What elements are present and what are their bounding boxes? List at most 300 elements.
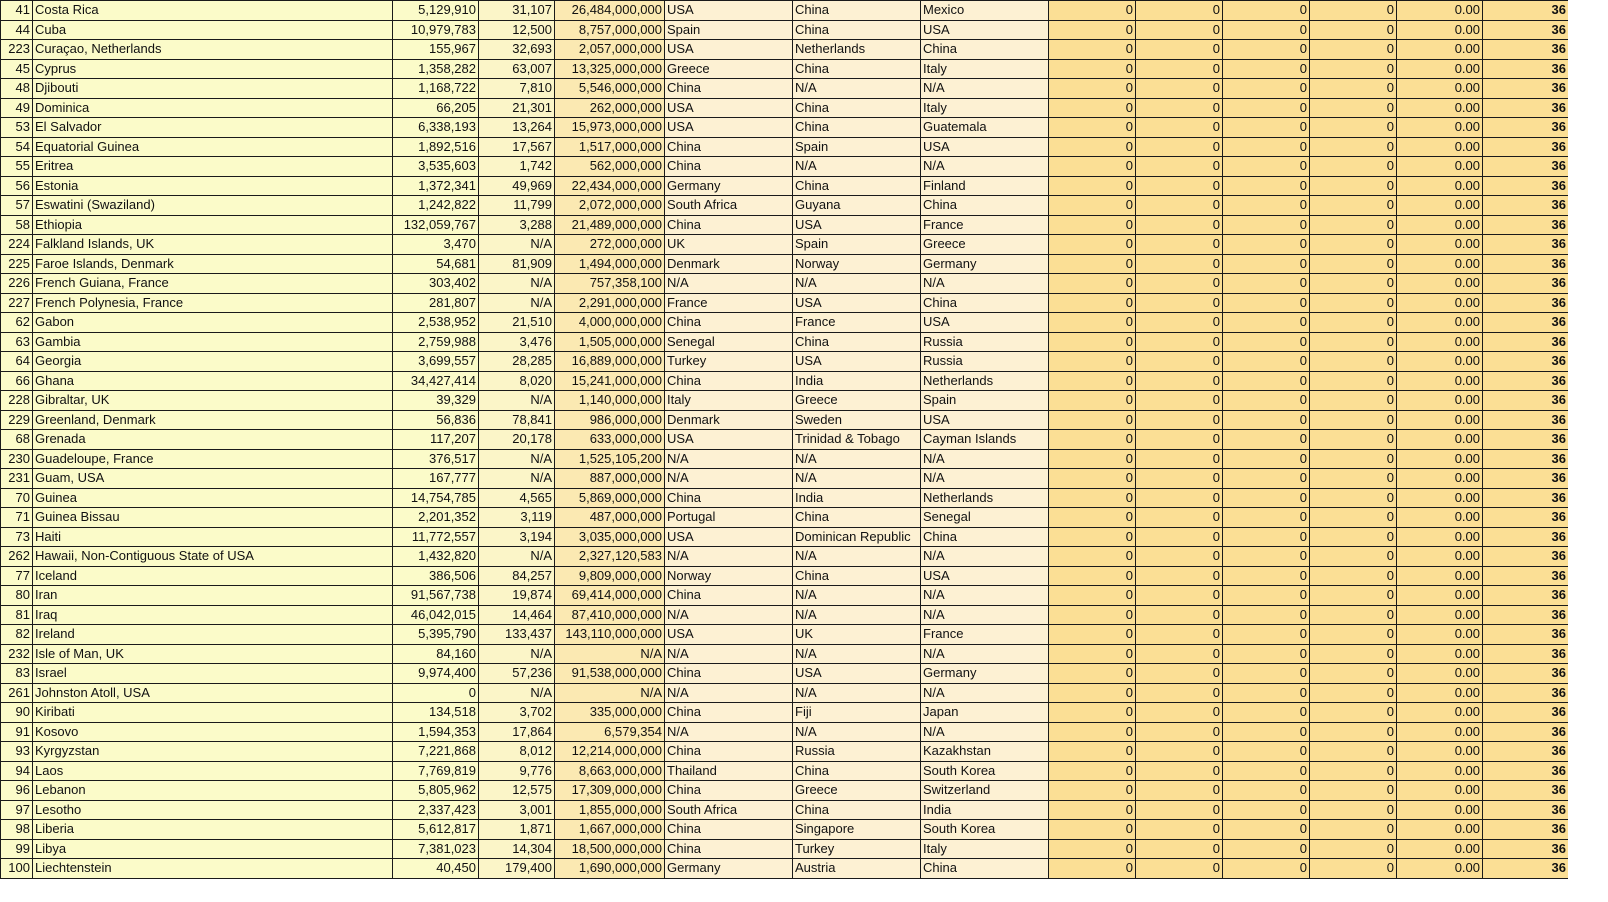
cell-country[interactable]: Ireland <box>33 625 393 645</box>
cell-partner-2[interactable]: Greece <box>793 781 921 801</box>
cell-gdp-per-capita[interactable]: N/A <box>479 547 555 567</box>
cell-partner-1[interactable]: Spain <box>665 20 793 40</box>
cell-value-c[interactable]: 0 <box>1223 235 1310 255</box>
cell-row-id[interactable]: 96 <box>1 781 33 801</box>
cell-gdp-per-capita[interactable]: 8,020 <box>479 371 555 391</box>
cell-partner-2[interactable]: China <box>793 59 921 79</box>
cell-value-c[interactable]: 0 <box>1223 137 1310 157</box>
cell-score[interactable]: 0.00 <box>1397 176 1483 196</box>
cell-gdp-per-capita[interactable]: 3,119 <box>479 508 555 528</box>
cell-value-a[interactable]: 0 <box>1049 332 1136 352</box>
cell-rank[interactable]: 36 <box>1483 235 1569 255</box>
cell-exports[interactable]: 26,484,000,000 <box>555 1 665 21</box>
cell-row-id[interactable]: 82 <box>1 625 33 645</box>
cell-value-d[interactable]: 0 <box>1310 547 1397 567</box>
cell-population[interactable]: 54,681 <box>393 254 479 274</box>
cell-value-a[interactable]: 0 <box>1049 742 1136 762</box>
cell-gdp-per-capita[interactable]: 31,107 <box>479 1 555 21</box>
cell-value-d[interactable]: 0 <box>1310 313 1397 333</box>
cell-country[interactable]: Faroe Islands, Denmark <box>33 254 393 274</box>
cell-population[interactable]: 5,129,910 <box>393 1 479 21</box>
cell-country[interactable]: Falkland Islands, UK <box>33 235 393 255</box>
cell-value-c[interactable]: 0 <box>1223 625 1310 645</box>
cell-value-a[interactable]: 0 <box>1049 40 1136 60</box>
cell-gdp-per-capita[interactable]: N/A <box>479 235 555 255</box>
cell-value-b[interactable]: 0 <box>1136 59 1223 79</box>
cell-country[interactable]: Grenada <box>33 430 393 450</box>
cell-row-id[interactable]: 62 <box>1 313 33 333</box>
cell-value-b[interactable]: 0 <box>1136 722 1223 742</box>
cell-population[interactable]: 117,207 <box>393 430 479 450</box>
cell-exports[interactable]: 887,000,000 <box>555 469 665 489</box>
cell-rank[interactable]: 36 <box>1483 254 1569 274</box>
cell-country[interactable]: Iran <box>33 586 393 606</box>
cell-row-id[interactable]: 226 <box>1 274 33 294</box>
cell-value-a[interactable]: 0 <box>1049 761 1136 781</box>
cell-exports[interactable]: N/A <box>555 683 665 703</box>
cell-exports[interactable]: 1,505,000,000 <box>555 332 665 352</box>
cell-partner-1[interactable]: China <box>665 488 793 508</box>
cell-row-id[interactable]: 54 <box>1 137 33 157</box>
cell-exports[interactable]: 16,889,000,000 <box>555 352 665 372</box>
cell-partner-1[interactable]: N/A <box>665 274 793 294</box>
cell-partner-3[interactable]: USA <box>921 313 1049 333</box>
cell-value-d[interactable]: 0 <box>1310 410 1397 430</box>
cell-value-c[interactable]: 0 <box>1223 274 1310 294</box>
cell-row-id[interactable]: 80 <box>1 586 33 606</box>
cell-row-id[interactable]: 77 <box>1 566 33 586</box>
cell-row-id[interactable]: 225 <box>1 254 33 274</box>
cell-exports[interactable]: 8,663,000,000 <box>555 761 665 781</box>
cell-value-d[interactable]: 0 <box>1310 293 1397 313</box>
cell-partner-3[interactable]: Japan <box>921 703 1049 723</box>
cell-value-d[interactable]: 0 <box>1310 274 1397 294</box>
cell-value-c[interactable]: 0 <box>1223 20 1310 40</box>
cell-value-d[interactable]: 0 <box>1310 781 1397 801</box>
cell-score[interactable]: 0.00 <box>1397 293 1483 313</box>
cell-row-id[interactable]: 94 <box>1 761 33 781</box>
cell-partner-3[interactable]: France <box>921 625 1049 645</box>
cell-gdp-per-capita[interactable]: 28,285 <box>479 352 555 372</box>
cell-score[interactable]: 0.00 <box>1397 761 1483 781</box>
cell-country[interactable]: French Guiana, France <box>33 274 393 294</box>
cell-gdp-per-capita[interactable]: 57,236 <box>479 664 555 684</box>
cell-population[interactable]: 66,205 <box>393 98 479 118</box>
cell-partner-2[interactable]: N/A <box>793 683 921 703</box>
cell-row-id[interactable]: 57 <box>1 196 33 216</box>
cell-country[interactable]: Costa Rica <box>33 1 393 21</box>
cell-gdp-per-capita[interactable]: 21,301 <box>479 98 555 118</box>
cell-value-c[interactable]: 0 <box>1223 410 1310 430</box>
cell-value-a[interactable]: 0 <box>1049 1 1136 21</box>
cell-country[interactable]: Iceland <box>33 566 393 586</box>
cell-exports[interactable]: 6,579,354 <box>555 722 665 742</box>
cell-gdp-per-capita[interactable]: 7,810 <box>479 79 555 99</box>
cell-score[interactable]: 0.00 <box>1397 215 1483 235</box>
cell-value-c[interactable]: 0 <box>1223 761 1310 781</box>
cell-population[interactable]: 6,338,193 <box>393 118 479 138</box>
cell-gdp-per-capita[interactable]: 133,437 <box>479 625 555 645</box>
cell-rank[interactable]: 36 <box>1483 430 1569 450</box>
cell-partner-2[interactable]: N/A <box>793 157 921 177</box>
cell-rank[interactable]: 36 <box>1483 196 1569 216</box>
cell-country[interactable]: Lebanon <box>33 781 393 801</box>
cell-gdp-per-capita[interactable]: N/A <box>479 683 555 703</box>
cell-partner-1[interactable]: China <box>665 781 793 801</box>
cell-exports[interactable]: 22,434,000,000 <box>555 176 665 196</box>
cell-rank[interactable]: 36 <box>1483 742 1569 762</box>
cell-value-d[interactable]: 0 <box>1310 527 1397 547</box>
cell-value-c[interactable]: 0 <box>1223 313 1310 333</box>
cell-score[interactable]: 0.00 <box>1397 196 1483 216</box>
cell-value-d[interactable]: 0 <box>1310 839 1397 859</box>
cell-row-id[interactable]: 63 <box>1 332 33 352</box>
cell-value-c[interactable]: 0 <box>1223 839 1310 859</box>
cell-score[interactable]: 0.00 <box>1397 352 1483 372</box>
cell-partner-2[interactable]: Norway <box>793 254 921 274</box>
cell-row-id[interactable]: 49 <box>1 98 33 118</box>
cell-partner-3[interactable]: N/A <box>921 469 1049 489</box>
cell-row-id[interactable]: 230 <box>1 449 33 469</box>
cell-value-a[interactable]: 0 <box>1049 274 1136 294</box>
cell-partner-2[interactable]: USA <box>793 664 921 684</box>
cell-partner-3[interactable]: USA <box>921 137 1049 157</box>
cell-value-c[interactable]: 0 <box>1223 79 1310 99</box>
cell-rank[interactable]: 36 <box>1483 59 1569 79</box>
cell-value-d[interactable]: 0 <box>1310 469 1397 489</box>
cell-value-a[interactable]: 0 <box>1049 352 1136 372</box>
cell-partner-3[interactable]: Cayman Islands <box>921 430 1049 450</box>
cell-rank[interactable]: 36 <box>1483 20 1569 40</box>
cell-value-d[interactable]: 0 <box>1310 625 1397 645</box>
cell-rank[interactable]: 36 <box>1483 332 1569 352</box>
cell-score[interactable]: 0.00 <box>1397 566 1483 586</box>
cell-score[interactable]: 0.00 <box>1397 449 1483 469</box>
cell-row-id[interactable]: 229 <box>1 410 33 430</box>
cell-population[interactable]: 386,506 <box>393 566 479 586</box>
cell-rank[interactable]: 36 <box>1483 137 1569 157</box>
cell-value-c[interactable]: 0 <box>1223 40 1310 60</box>
cell-value-a[interactable]: 0 <box>1049 215 1136 235</box>
cell-partner-2[interactable]: China <box>793 566 921 586</box>
cell-partner-1[interactable]: China <box>665 664 793 684</box>
cell-score[interactable]: 0.00 <box>1397 235 1483 255</box>
cell-partner-3[interactable]: N/A <box>921 79 1049 99</box>
cell-value-d[interactable]: 0 <box>1310 586 1397 606</box>
cell-rank[interactable]: 36 <box>1483 371 1569 391</box>
cell-exports[interactable]: 1,855,000,000 <box>555 800 665 820</box>
cell-partner-2[interactable]: China <box>793 332 921 352</box>
cell-country[interactable]: Ghana <box>33 371 393 391</box>
cell-value-d[interactable]: 0 <box>1310 352 1397 372</box>
cell-population[interactable]: 3,470 <box>393 235 479 255</box>
cell-exports[interactable]: 262,000,000 <box>555 98 665 118</box>
cell-partner-1[interactable]: Greece <box>665 59 793 79</box>
cell-partner-3[interactable]: France <box>921 215 1049 235</box>
cell-score[interactable]: 0.00 <box>1397 40 1483 60</box>
cell-country[interactable]: Gambia <box>33 332 393 352</box>
cell-partner-1[interactable]: USA <box>665 430 793 450</box>
cell-value-b[interactable]: 0 <box>1136 527 1223 547</box>
cell-value-a[interactable]: 0 <box>1049 254 1136 274</box>
cell-partner-1[interactable]: Portugal <box>665 508 793 528</box>
cell-exports[interactable]: 5,869,000,000 <box>555 488 665 508</box>
cell-rank[interactable]: 36 <box>1483 488 1569 508</box>
cell-value-c[interactable]: 0 <box>1223 59 1310 79</box>
cell-population[interactable]: 46,042,015 <box>393 605 479 625</box>
cell-partner-2[interactable]: Singapore <box>793 820 921 840</box>
cell-partner-2[interactable]: N/A <box>793 449 921 469</box>
cell-population[interactable]: 7,769,819 <box>393 761 479 781</box>
cell-row-id[interactable]: 45 <box>1 59 33 79</box>
cell-partner-3[interactable]: China <box>921 196 1049 216</box>
cell-value-a[interactable]: 0 <box>1049 625 1136 645</box>
cell-partner-1[interactable]: China <box>665 137 793 157</box>
cell-value-c[interactable]: 0 <box>1223 293 1310 313</box>
cell-exports[interactable]: 1,517,000,000 <box>555 137 665 157</box>
cell-row-id[interactable]: 90 <box>1 703 33 723</box>
cell-score[interactable]: 0.00 <box>1397 430 1483 450</box>
cell-partner-2[interactable]: China <box>793 800 921 820</box>
cell-partner-3[interactable]: Germany <box>921 254 1049 274</box>
cell-rank[interactable]: 36 <box>1483 859 1569 879</box>
cell-partner-1[interactable]: China <box>665 839 793 859</box>
cell-gdp-per-capita[interactable]: 78,841 <box>479 410 555 430</box>
cell-rank[interactable]: 36 <box>1483 79 1569 99</box>
cell-gdp-per-capita[interactable]: 14,464 <box>479 605 555 625</box>
cell-country[interactable]: Haiti <box>33 527 393 547</box>
cell-rank[interactable]: 36 <box>1483 313 1569 333</box>
cell-value-b[interactable]: 0 <box>1136 196 1223 216</box>
cell-value-b[interactable]: 0 <box>1136 430 1223 450</box>
cell-population[interactable]: 1,168,722 <box>393 79 479 99</box>
cell-score[interactable]: 0.00 <box>1397 79 1483 99</box>
cell-partner-2[interactable]: Fiji <box>793 703 921 723</box>
cell-value-d[interactable]: 0 <box>1310 215 1397 235</box>
cell-value-a[interactable]: 0 <box>1049 430 1136 450</box>
cell-population[interactable]: 2,337,423 <box>393 800 479 820</box>
cell-partner-2[interactable]: Trinidad & Tobago <box>793 430 921 450</box>
cell-population[interactable]: 56,836 <box>393 410 479 430</box>
cell-row-id[interactable]: 98 <box>1 820 33 840</box>
cell-gdp-per-capita[interactable]: 63,007 <box>479 59 555 79</box>
cell-value-c[interactable]: 0 <box>1223 371 1310 391</box>
cell-row-id[interactable]: 81 <box>1 605 33 625</box>
cell-gdp-per-capita[interactable]: 20,178 <box>479 430 555 450</box>
cell-row-id[interactable]: 231 <box>1 469 33 489</box>
cell-score[interactable]: 0.00 <box>1397 625 1483 645</box>
cell-value-a[interactable]: 0 <box>1049 371 1136 391</box>
cell-rank[interactable]: 36 <box>1483 781 1569 801</box>
cell-score[interactable]: 0.00 <box>1397 586 1483 606</box>
cell-partner-1[interactable]: Senegal <box>665 332 793 352</box>
cell-rank[interactable]: 36 <box>1483 683 1569 703</box>
cell-row-id[interactable]: 227 <box>1 293 33 313</box>
cell-country[interactable]: Liechtenstein <box>33 859 393 879</box>
cell-country[interactable]: Gabon <box>33 313 393 333</box>
cell-value-d[interactable]: 0 <box>1310 235 1397 255</box>
cell-partner-1[interactable]: China <box>665 742 793 762</box>
cell-value-c[interactable]: 0 <box>1223 254 1310 274</box>
cell-gdp-per-capita[interactable]: 1,871 <box>479 820 555 840</box>
cell-country[interactable]: Ethiopia <box>33 215 393 235</box>
cell-row-id[interactable]: 100 <box>1 859 33 879</box>
cell-exports[interactable]: 1,140,000,000 <box>555 391 665 411</box>
cell-value-b[interactable]: 0 <box>1136 859 1223 879</box>
cell-rank[interactable]: 36 <box>1483 469 1569 489</box>
cell-score[interactable]: 0.00 <box>1397 781 1483 801</box>
cell-value-b[interactable]: 0 <box>1136 703 1223 723</box>
cell-population[interactable]: 167,777 <box>393 469 479 489</box>
cell-value-d[interactable]: 0 <box>1310 157 1397 177</box>
cell-partner-1[interactable]: Turkey <box>665 352 793 372</box>
cell-rank[interactable]: 36 <box>1483 527 1569 547</box>
cell-score[interactable]: 0.00 <box>1397 859 1483 879</box>
cell-partner-1[interactable]: N/A <box>665 449 793 469</box>
cell-row-id[interactable]: 41 <box>1 1 33 21</box>
cell-population[interactable]: 3,535,603 <box>393 157 479 177</box>
cell-value-a[interactable]: 0 <box>1049 508 1136 528</box>
cell-partner-3[interactable]: Italy <box>921 839 1049 859</box>
cell-partner-1[interactable]: Norway <box>665 566 793 586</box>
cell-value-a[interactable]: 0 <box>1049 859 1136 879</box>
cell-partner-1[interactable]: China <box>665 586 793 606</box>
cell-exports[interactable]: 562,000,000 <box>555 157 665 177</box>
cell-value-b[interactable]: 0 <box>1136 20 1223 40</box>
cell-partner-2[interactable]: India <box>793 488 921 508</box>
cell-partner-1[interactable]: Denmark <box>665 254 793 274</box>
cell-value-b[interactable]: 0 <box>1136 469 1223 489</box>
cell-rank[interactable]: 36 <box>1483 176 1569 196</box>
cell-value-b[interactable]: 0 <box>1136 176 1223 196</box>
cell-row-id[interactable]: 261 <box>1 683 33 703</box>
cell-rank[interactable]: 36 <box>1483 449 1569 469</box>
cell-partner-1[interactable]: Germany <box>665 859 793 879</box>
cell-exports[interactable]: 335,000,000 <box>555 703 665 723</box>
cell-value-b[interactable]: 0 <box>1136 761 1223 781</box>
cell-partner-1[interactable]: USA <box>665 1 793 21</box>
cell-value-a[interactable]: 0 <box>1049 547 1136 567</box>
cell-score[interactable]: 0.00 <box>1397 332 1483 352</box>
cell-exports[interactable]: 143,110,000,000 <box>555 625 665 645</box>
cell-partner-2[interactable]: N/A <box>793 722 921 742</box>
cell-rank[interactable]: 36 <box>1483 293 1569 313</box>
cell-exports[interactable]: 272,000,000 <box>555 235 665 255</box>
cell-gdp-per-capita[interactable]: 84,257 <box>479 566 555 586</box>
cell-value-d[interactable]: 0 <box>1310 566 1397 586</box>
cell-value-b[interactable]: 0 <box>1136 449 1223 469</box>
cell-partner-1[interactable]: Thailand <box>665 761 793 781</box>
cell-gdp-per-capita[interactable]: 9,776 <box>479 761 555 781</box>
cell-partner-1[interactable]: South Africa <box>665 196 793 216</box>
cell-value-c[interactable]: 0 <box>1223 157 1310 177</box>
cell-population[interactable]: 281,807 <box>393 293 479 313</box>
cell-partner-1[interactable]: UK <box>665 235 793 255</box>
cell-country[interactable]: Isle of Man, UK <box>33 644 393 664</box>
cell-partner-3[interactable]: China <box>921 293 1049 313</box>
cell-value-a[interactable]: 0 <box>1049 683 1136 703</box>
cell-row-id[interactable]: 68 <box>1 430 33 450</box>
cell-country[interactable]: Hawaii, Non-Contiguous State of USA <box>33 547 393 567</box>
cell-gdp-per-capita[interactable]: N/A <box>479 469 555 489</box>
cell-exports[interactable]: 2,327,120,583 <box>555 547 665 567</box>
cell-exports[interactable]: 15,241,000,000 <box>555 371 665 391</box>
cell-value-a[interactable]: 0 <box>1049 469 1136 489</box>
cell-rank[interactable]: 36 <box>1483 839 1569 859</box>
cell-value-a[interactable]: 0 <box>1049 235 1136 255</box>
cell-value-c[interactable]: 0 <box>1223 391 1310 411</box>
cell-rank[interactable]: 36 <box>1483 40 1569 60</box>
cell-population[interactable]: 84,160 <box>393 644 479 664</box>
cell-partner-2[interactable]: Turkey <box>793 839 921 859</box>
cell-population[interactable]: 5,805,962 <box>393 781 479 801</box>
cell-exports[interactable]: 1,667,000,000 <box>555 820 665 840</box>
cell-rank[interactable]: 36 <box>1483 410 1569 430</box>
cell-value-a[interactable]: 0 <box>1049 196 1136 216</box>
cell-exports[interactable]: 13,325,000,000 <box>555 59 665 79</box>
cell-value-c[interactable]: 0 <box>1223 703 1310 723</box>
cell-population[interactable]: 9,974,400 <box>393 664 479 684</box>
cell-value-b[interactable]: 0 <box>1136 547 1223 567</box>
cell-gdp-per-capita[interactable]: 49,969 <box>479 176 555 196</box>
cell-rank[interactable]: 36 <box>1483 625 1569 645</box>
cell-partner-2[interactable]: Sweden <box>793 410 921 430</box>
cell-country[interactable]: Guadeloupe, France <box>33 449 393 469</box>
cell-value-c[interactable]: 0 <box>1223 566 1310 586</box>
cell-rank[interactable]: 36 <box>1483 800 1569 820</box>
cell-value-b[interactable]: 0 <box>1136 137 1223 157</box>
cell-partner-3[interactable]: Italy <box>921 98 1049 118</box>
cell-partner-3[interactable]: Germany <box>921 664 1049 684</box>
cell-partner-1[interactable]: Italy <box>665 391 793 411</box>
cell-value-a[interactable]: 0 <box>1049 449 1136 469</box>
cell-gdp-per-capita[interactable]: 12,500 <box>479 20 555 40</box>
cell-gdp-per-capita[interactable]: 11,799 <box>479 196 555 216</box>
cell-population[interactable]: 5,612,817 <box>393 820 479 840</box>
cell-partner-1[interactable]: USA <box>665 40 793 60</box>
cell-partner-3[interactable]: China <box>921 859 1049 879</box>
cell-score[interactable]: 0.00 <box>1397 371 1483 391</box>
cell-value-b[interactable]: 0 <box>1136 293 1223 313</box>
cell-partner-2[interactable]: China <box>793 98 921 118</box>
cell-value-c[interactable]: 0 <box>1223 469 1310 489</box>
cell-partner-3[interactable]: Netherlands <box>921 371 1049 391</box>
cell-row-id[interactable]: 224 <box>1 235 33 255</box>
cell-population[interactable]: 1,358,282 <box>393 59 479 79</box>
cell-partner-2[interactable]: USA <box>793 352 921 372</box>
cell-score[interactable]: 0.00 <box>1397 820 1483 840</box>
cell-value-c[interactable]: 0 <box>1223 859 1310 879</box>
cell-score[interactable]: 0.00 <box>1397 547 1483 567</box>
cell-gdp-per-capita[interactable]: 81,909 <box>479 254 555 274</box>
cell-row-id[interactable]: 66 <box>1 371 33 391</box>
cell-value-b[interactable]: 0 <box>1136 820 1223 840</box>
cell-row-id[interactable]: 70 <box>1 488 33 508</box>
cell-score[interactable]: 0.00 <box>1397 59 1483 79</box>
cell-value-b[interactable]: 0 <box>1136 254 1223 274</box>
cell-partner-2[interactable]: Guyana <box>793 196 921 216</box>
cell-value-a[interactable]: 0 <box>1049 137 1136 157</box>
cell-population[interactable]: 2,201,352 <box>393 508 479 528</box>
cell-partner-2[interactable]: China <box>793 761 921 781</box>
cell-population[interactable]: 2,538,952 <box>393 313 479 333</box>
cell-partner-2[interactable]: Spain <box>793 235 921 255</box>
cell-country[interactable]: Israel <box>33 664 393 684</box>
cell-score[interactable]: 0.00 <box>1397 683 1483 703</box>
cell-partner-3[interactable]: India <box>921 800 1049 820</box>
cell-value-d[interactable]: 0 <box>1310 20 1397 40</box>
cell-partner-2[interactable]: N/A <box>793 79 921 99</box>
